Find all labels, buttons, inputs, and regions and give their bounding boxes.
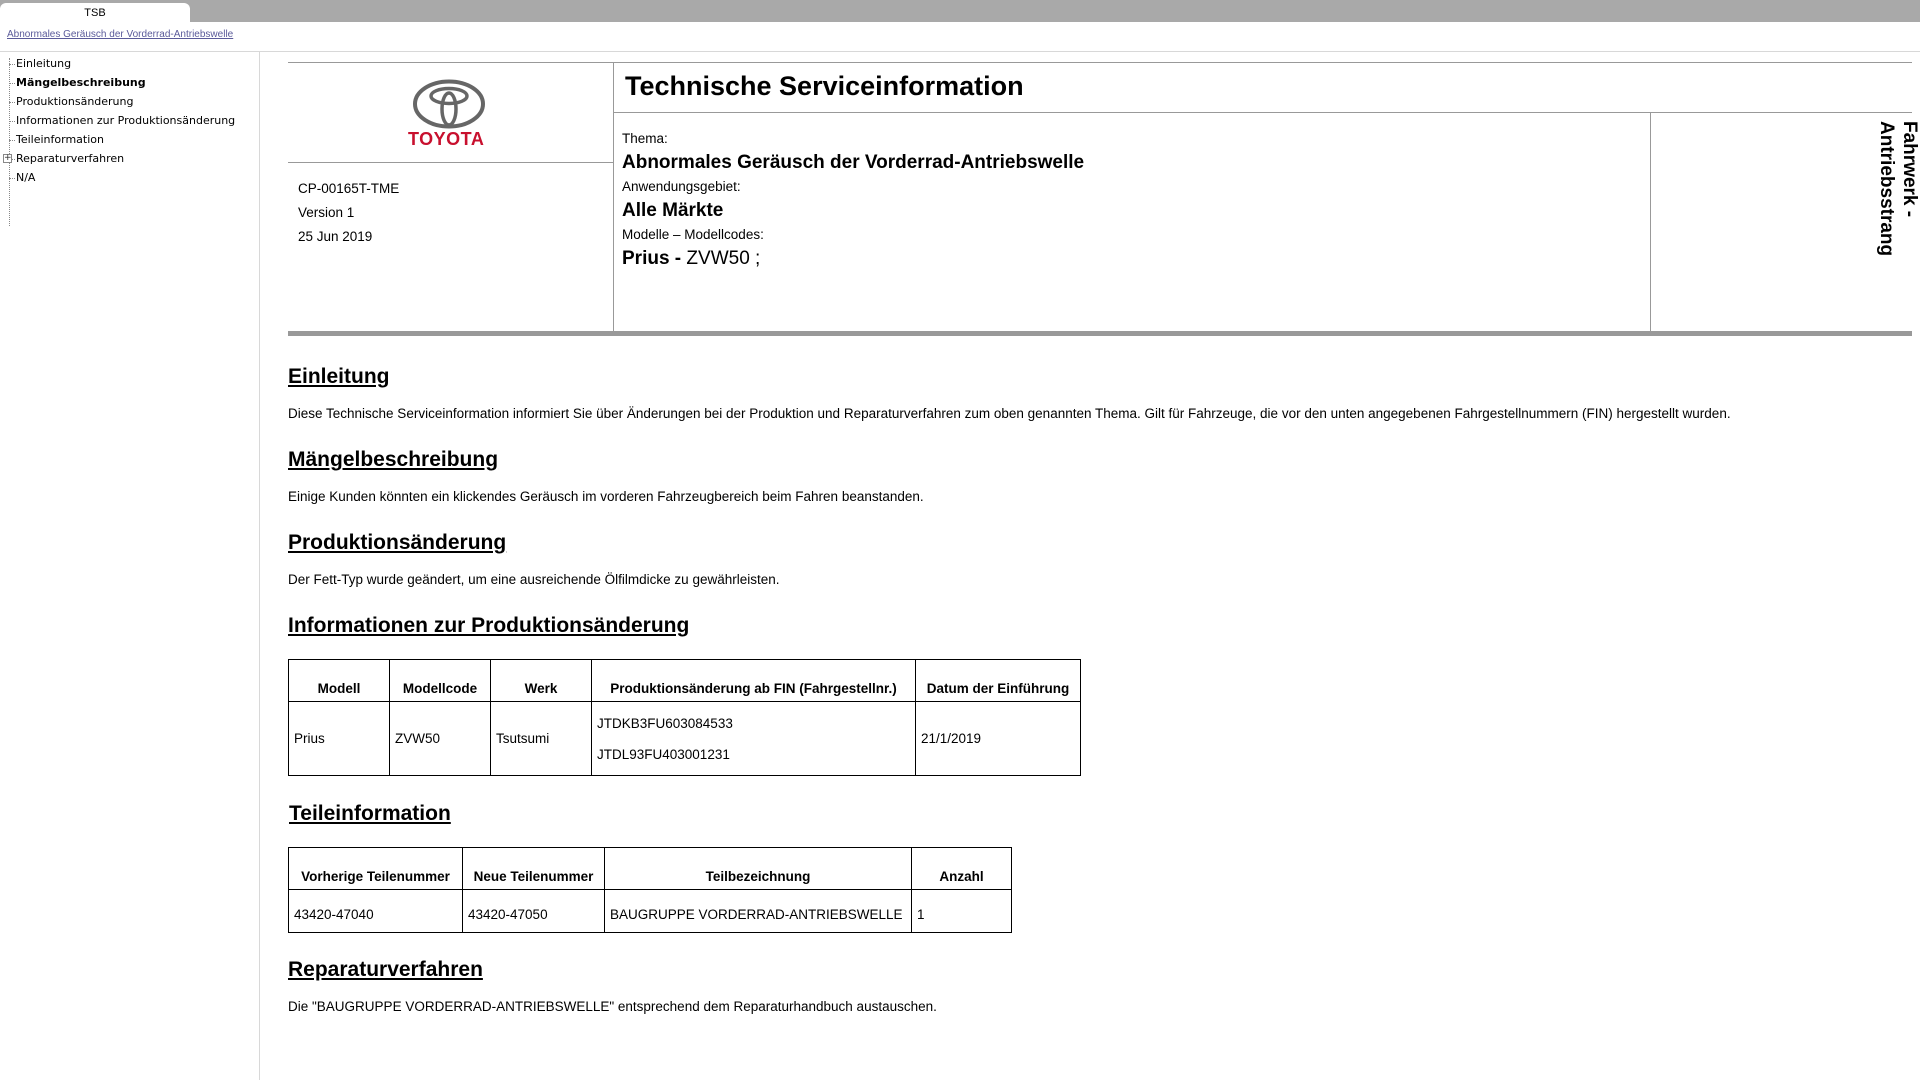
- table-header-row: [289, 660, 1081, 702]
- tab-tsb[interactable]: TSB: [0, 3, 190, 22]
- doc-meta: [298, 177, 399, 249]
- topic-value: Abnormales Geräusch der Vorderrad-Antriebswelle: [622, 152, 1085, 173]
- table-row: [289, 702, 1081, 776]
- tsi-header: [288, 62, 1920, 336]
- text-reparaturverfahren: Die "BAUGRUPPE VORDERRAD-ANTRIEBSWELLE" entsprechend dem Reparaturhandbuch austauschen.: [288, 999, 937, 1014]
- doc-id: CP-00165T-TME: [298, 181, 400, 196]
- sidebar: [0, 52, 260, 1080]
- text-produktionsaenderung: Der Fett-Typ wurde geändert, um eine ausreichende Ölfilmdicke zu gewährleisten.: [288, 572, 780, 587]
- expand-plus-icon[interactable]: +: [4, 153, 12, 163]
- cell-plant: Tsutsumi: [491, 702, 592, 776]
- col-werk: Werk: [491, 660, 592, 702]
- cell-new-part: 43420-47050: [463, 890, 605, 933]
- table-row: [289, 890, 1012, 933]
- production-change-table: [288, 659, 1081, 776]
- toyota-emblem-icon: [412, 79, 486, 129]
- col-vorherige-teilenummer: Vorherige Teilenummer: [289, 848, 463, 890]
- toc-item-informationen-produktionsaenderung[interactable]: Informationen zur Produktionsänderung: [0, 111, 235, 130]
- cell-code: ZVW50: [390, 702, 491, 776]
- cell-model: Prius: [289, 702, 390, 776]
- cell-date: 21/1/2019: [916, 702, 1081, 776]
- toc-item-reparaturverfahren-label: Reparaturverfahren: [16, 152, 125, 165]
- parts-table: [288, 847, 1012, 933]
- page-title: Technische Serviceinformation: [625, 71, 1024, 101]
- cell-old-part: 43420-47040: [289, 890, 463, 933]
- doc-version: Version 1: [298, 205, 355, 220]
- heading-produktionsaenderung: Produktionsänderung: [288, 531, 507, 554]
- header-bottom-rule: [288, 331, 1912, 336]
- header-left-column: [288, 63, 614, 331]
- logo-area: [288, 63, 613, 163]
- cell-vins: [592, 702, 916, 776]
- toc-item-reparaturverfahren[interactable]: [0, 149, 235, 168]
- info-area: [614, 113, 1651, 331]
- area-label: Anwendungsgebiet:: [622, 179, 741, 194]
- toc-item-teileinformation[interactable]: Teileinformation: [0, 130, 235, 149]
- heading-teileinformation: Teileinformation: [289, 802, 451, 825]
- topic-label: Thema:: [622, 131, 668, 146]
- toc-item-produktionsaenderung[interactable]: Produktionsänderung: [0, 92, 235, 111]
- cell-qty: 1: [912, 890, 1012, 933]
- title-area: [614, 63, 1912, 113]
- cell-vin-2: JTDL93FU403001231: [597, 746, 730, 762]
- model-name: Prius: [622, 248, 670, 269]
- heading-reparaturverfahren: Reparaturverfahren: [288, 958, 483, 981]
- col-fin: Produktionsänderung ab FIN (Fahrgestellnr.): [592, 660, 916, 702]
- col-teilbezeichnung: Teilbezeichnung: [605, 848, 912, 890]
- col-modellcode: Modellcode: [390, 660, 491, 702]
- cell-vin-1: JTDKB3FU603084533: [597, 715, 733, 731]
- models-label: Modelle – Modellcodes:: [622, 227, 764, 242]
- table-header-row: [289, 848, 1012, 890]
- text-einleitung: Diese Technische Serviceinformation informiert Sie über Änderungen bei der Produktion und Reparaturverfahren zum oben genannten Thema. Gilt für Fahrzeuge, die vor den unten angegebenen Fahrgestellnummern (FIN) hergestellt wurden.: [288, 406, 1731, 421]
- model-codes: ZVW50 ;: [686, 248, 761, 269]
- models-value: [622, 247, 1084, 271]
- breadcrumb-link[interactable]: Abnormales Geräusch der Vorderrad-Antriebswelle: [7, 29, 234, 40]
- toc-item-maengelbeschreibung[interactable]: Mängelbeschreibung: [0, 73, 235, 92]
- category-vertical-label: Fahrwerk - Antriebsstrang: [1876, 121, 1920, 257]
- heading-informationen-produktionsaenderung: Informationen zur Produktionsänderung: [288, 614, 690, 637]
- toc-tree: [0, 54, 235, 187]
- col-neue-teilenummer: Neue Teilenummer: [463, 848, 605, 890]
- breadcrumb-bar: [0, 22, 1920, 52]
- text-maengelbeschreibung: Einige Kunden könnten ein klickendes Geräusch im vorderen Fahrzeugbereich beim Fahren beanstanden.: [288, 489, 924, 504]
- doc-date: 25 Jun 2019: [298, 229, 373, 244]
- cell-part-name: BAUGRUPPE VORDERRAD-ANTRIEBSWELLE: [605, 890, 912, 933]
- col-modell: Modell: [289, 660, 390, 702]
- model-separator: -: [669, 248, 687, 269]
- info-block: [622, 127, 1084, 271]
- heading-maengelbeschreibung: Mängelbeschreibung: [288, 448, 499, 471]
- area-value: Alle Märkte: [622, 200, 724, 221]
- col-anzahl: Anzahl: [912, 848, 1012, 890]
- col-datum: Datum der Einführung: [916, 660, 1081, 702]
- toc-item-einleitung[interactable]: Einleitung: [0, 54, 235, 73]
- tab-strip: [0, 0, 1920, 22]
- heading-einleitung: Einleitung: [288, 365, 390, 388]
- toc-item-na[interactable]: N/A: [0, 168, 235, 187]
- toyota-wordmark: TOYOTA: [408, 129, 485, 149]
